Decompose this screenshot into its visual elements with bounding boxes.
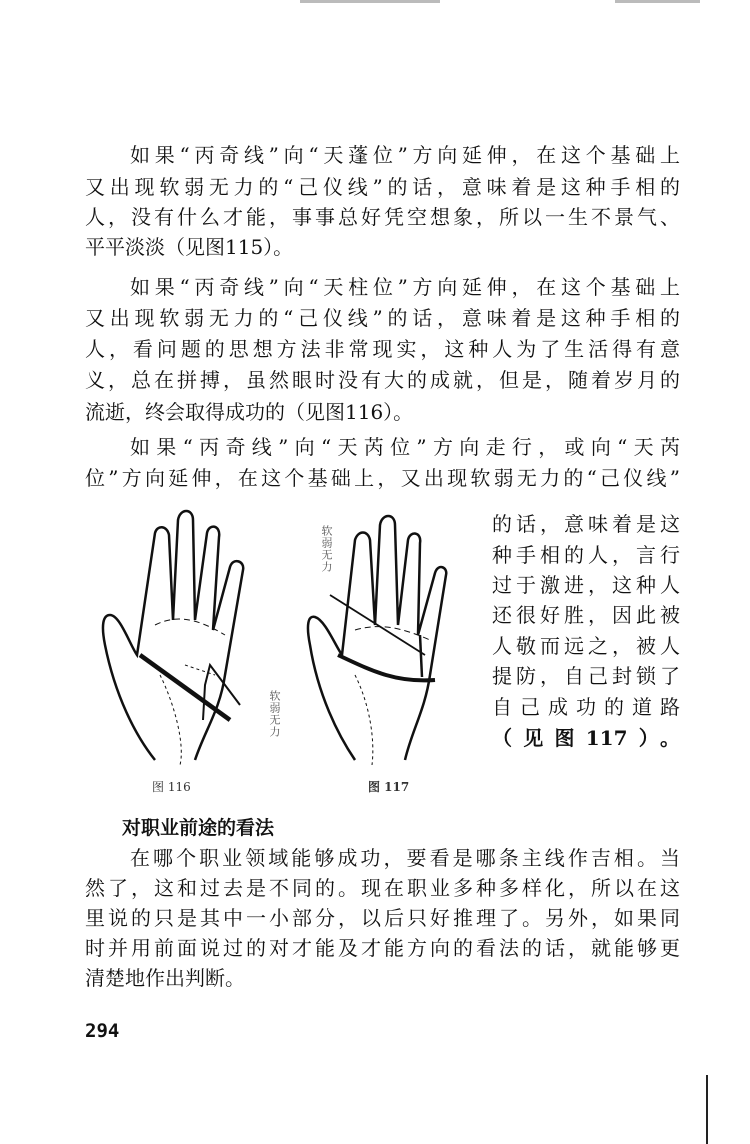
text-line: 还很好胜，因此被 bbox=[492, 603, 680, 627]
text-line: 清楚地作出判断。 bbox=[85, 966, 245, 990]
text-line: 位”方向延伸，在这个基础上，又出现软弱无力的“己仪线” bbox=[85, 466, 680, 490]
text-line: 人敬而远之，被人 bbox=[492, 634, 680, 658]
text-line: 里说的只是其中一小部分，以后只好推理了。另外，如果同 bbox=[85, 906, 680, 930]
text-line: 如果“丙奇线”向“天蓬位”方向延伸，在这个基础上 bbox=[130, 143, 680, 167]
text-line: （见图117）。 bbox=[492, 726, 680, 750]
scan-edge-line bbox=[706, 1075, 708, 1144]
text-line: 种手相的人，言行 bbox=[492, 543, 680, 567]
scan-noise bbox=[615, 0, 700, 3]
text-line: 如果“丙奇线”向“天柱位”方向延伸，在这个基础上 bbox=[130, 275, 680, 299]
text-line: 在哪个职业领域能够成功，要看是哪条主线作吉相。当 bbox=[130, 846, 680, 870]
scan-noise bbox=[300, 0, 440, 3]
text-line: 人，没有什么才能，事事总好凭空想象，所以一生不景气、 bbox=[85, 205, 680, 229]
figure-117-caption: 图 117 bbox=[368, 780, 410, 794]
text-line: 自己成功的道路 bbox=[492, 695, 680, 719]
text-line: 又出现软弱无力的“己仪线”的话，意味着是这种手相的 bbox=[85, 175, 680, 199]
text-line: 义，总在拼搏，虽然眼时没有大的成就，但是，随着岁月的 bbox=[85, 368, 680, 392]
text-line: 提防，自己封锁了 bbox=[492, 664, 680, 688]
palm-figure-116 bbox=[95, 505, 295, 770]
text-line: 平平淡淡（见图115）。 bbox=[85, 235, 294, 259]
text-line: 流逝，终会取得成功的（见图116）。 bbox=[85, 400, 414, 424]
text-line: 如果“丙奇线”向“天芮位”方向走行，或向“天芮 bbox=[130, 435, 680, 459]
text-line: 的话，意味着是这 bbox=[492, 512, 680, 536]
text-line: 又出现软弱无力的“己仪线”的话，意味着是这种手相的 bbox=[85, 306, 680, 330]
page-number: 294 bbox=[85, 1020, 120, 1042]
figure-117-label: 软弱无力 bbox=[320, 525, 333, 573]
text-line: 时并用前面说过的对才能及才能方向的看法的话，就能够更 bbox=[85, 936, 680, 960]
figure-116-label: 软弱无力 bbox=[268, 690, 281, 738]
text-line: 人，看问题的思想方法非常现实，这种人为了生活得有意 bbox=[85, 337, 680, 361]
text-line: 然了，这和过去是不同的。现在职业多种多样化，所以在这 bbox=[85, 876, 680, 900]
text-line: 过于激进，这种人 bbox=[492, 573, 680, 597]
section-heading: 对职业前途的看法 bbox=[122, 817, 275, 839]
figure-116-caption: 图 116 bbox=[152, 780, 191, 794]
